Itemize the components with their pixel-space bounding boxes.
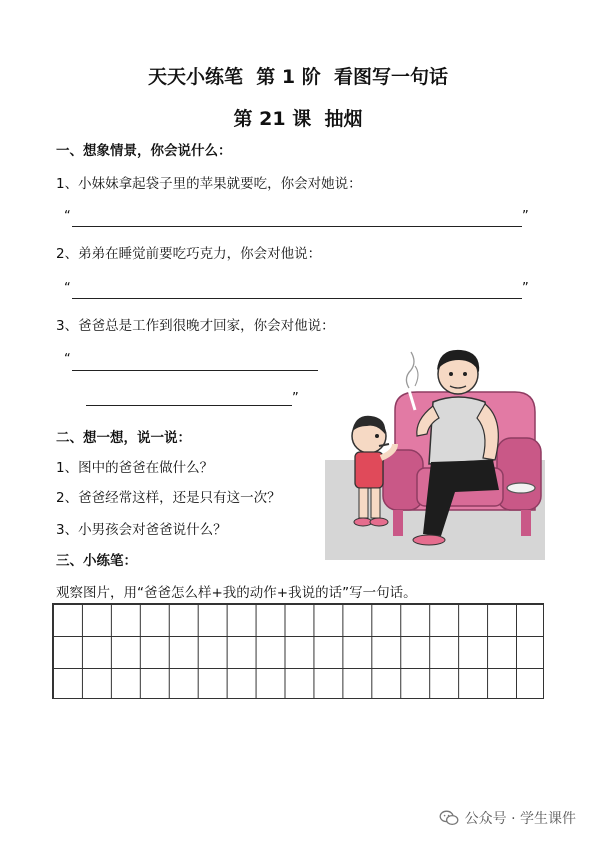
section2-heading: 二、想一想，说一说：: [56, 430, 191, 446]
section1-question-1: 1、小妹妹拿起袋子里的苹果就要吃，你会对她说：: [56, 176, 362, 192]
close-quote: ”: [292, 391, 299, 406]
answer-line-3a[interactable]: [72, 370, 318, 371]
answer-line-2[interactable]: [72, 298, 522, 299]
wechat-icon: [439, 810, 459, 826]
boy-slipper: [370, 518, 388, 526]
lesson-title: 第 21 课 抽烟: [233, 108, 363, 130]
section2-question-2: 2、爸爸经常这样，还是只有这一次？: [56, 490, 281, 506]
sofa-leg: [521, 510, 531, 536]
worksheet-title: 天天小练笔 第 1 阶 看图写一句话: [148, 66, 448, 88]
dad-eye: [463, 372, 467, 376]
ashtray: [507, 483, 535, 493]
answer-line-3b[interactable]: [86, 405, 292, 406]
section1-question-3: 3、爸爸总是工作到很晚才回家，你会对他说：: [56, 318, 335, 334]
section1-heading: 一、想象情景，你会说什么：: [56, 143, 232, 159]
dad-eye: [449, 372, 453, 376]
boy-leg: [359, 488, 368, 518]
section2-question-1: 1、图中的爸爸在做什么？: [56, 460, 214, 476]
section3-heading: 三、小练笔：: [56, 553, 137, 569]
boy-slipper: [354, 518, 372, 526]
boy-eye: [375, 434, 379, 438]
footer-text: 公众号 · 学生课件: [464, 811, 576, 827]
close-quote: ”: [522, 281, 529, 296]
section1-question-2: 2、弟弟在睡觉前要吃巧克力，你会对他说：: [56, 246, 322, 262]
writing-grid[interactable]: [52, 603, 544, 699]
answer-line-1[interactable]: [72, 226, 522, 227]
father-smoking-illustration: [325, 340, 545, 560]
open-quote: “: [64, 281, 71, 296]
open-quote: “: [64, 352, 71, 367]
close-quote: ”: [522, 209, 529, 224]
boy-shirt: [355, 452, 383, 488]
open-quote: “: [64, 209, 71, 224]
boy-leg: [371, 488, 380, 518]
section2-question-3: 3、小男孩会对爸爸说什么？: [56, 522, 227, 538]
section3-instruction: 观察图片，用“爸爸怎么样+我的动作+我说的话”写一句话。: [56, 585, 417, 601]
dad-slipper: [413, 535, 445, 545]
sofa-leg: [393, 510, 403, 536]
footer-watermark: [439, 808, 576, 828]
